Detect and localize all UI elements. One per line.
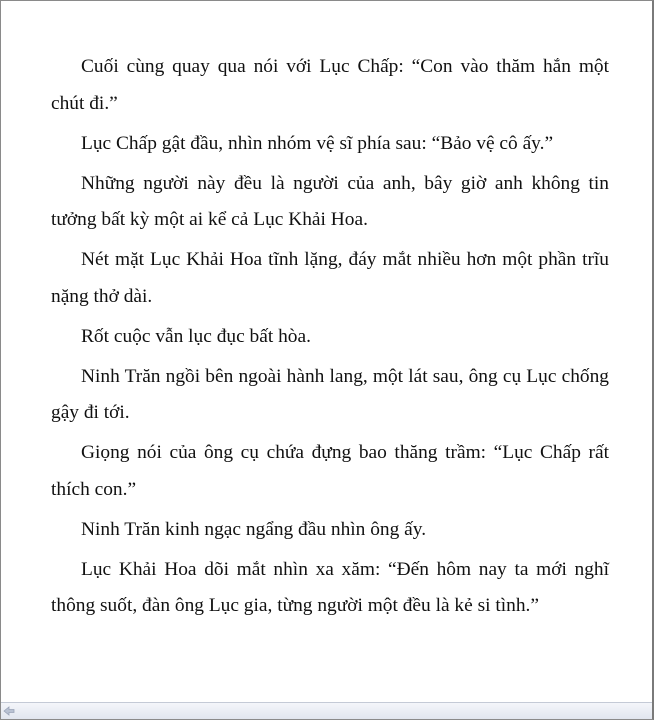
- paragraph: Ninh Trăn kinh ngạc ngẩng đầu nhìn ông ấy.: [81, 518, 427, 540]
- paragraph: Giọng nói của ông cụ chứa đựng bao thăng trầm: “Lục Chấp rất thích con.”: [51, 442, 609, 500]
- horizontal-scrollbar[interactable]: [1, 702, 652, 719]
- document-page: [1, 1, 651, 705]
- paragraph: Nét mặt Lục Khải Hoa tĩnh lặng, đáy mắt nhiều hơn một phần trĩu nặng thở dài.: [51, 249, 609, 307]
- paragraph: Lục Chấp gật đầu, nhìn nhóm vệ sĩ phía sau: “Bảo vệ cô ấy.”: [81, 132, 554, 154]
- paragraph: Ninh Trăn ngồi bên ngoài hành lang, một lát sau, ông cụ Lục chống gậy đi tới.: [51, 365, 609, 423]
- scroll-left-button[interactable]: [1, 703, 17, 719]
- document-body: [51, 49, 609, 628]
- paragraph: Cuối cùng quay qua nói với Lục Chấp: “Con vào thăm hắn một chút đi.”: [51, 56, 609, 114]
- paragraph: Những người này đều là người của anh, bây giờ anh không tin tưởng bất kỳ một ai kể cả Lục Khải Hoa.: [51, 172, 609, 230]
- paragraph: Lục Khải Hoa dõi mắt nhìn xa xăm: “Đến hôm nay ta mới nghĩ thông suốt, đàn ông Lục gia, từng người một đều là kẻ si tình.”: [51, 558, 609, 616]
- paragraph: Rốt cuộc vẫn lục đục bất hòa.: [81, 325, 311, 347]
- arrow-left-icon: [3, 706, 15, 716]
